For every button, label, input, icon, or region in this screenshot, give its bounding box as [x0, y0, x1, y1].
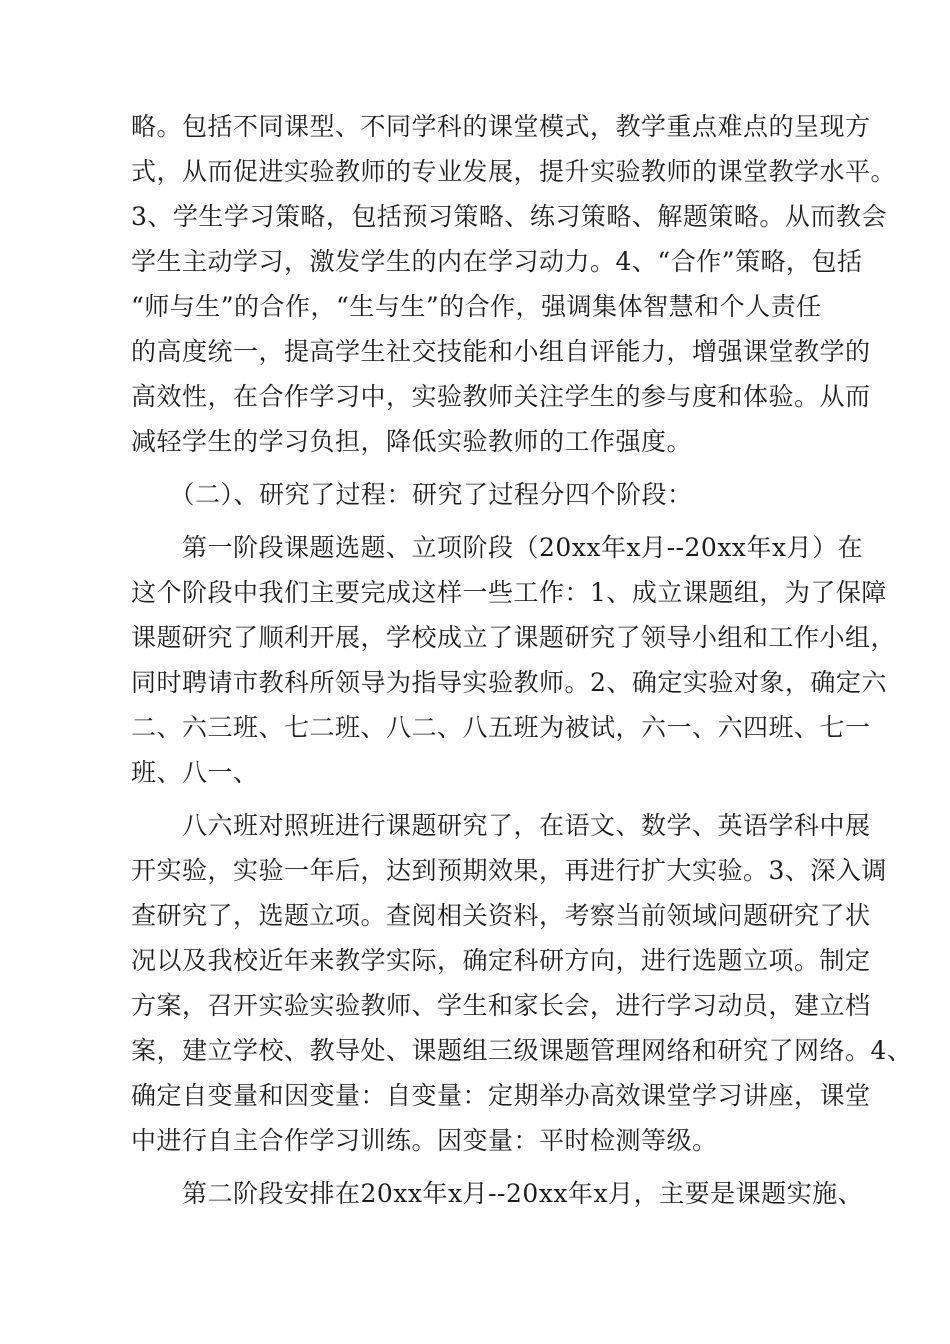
paragraph-control-class — [131, 803, 913, 1163]
paragraph-stage-one — [131, 525, 897, 795]
text-line: 中进行自主合作学习训练。因变量：平时检测等级。 — [131, 1126, 718, 1155]
paragraph-gap — [131, 464, 831, 472]
text-line: 二、六三班、七二班、八二、八五班为被试，六一、六四班、七一 — [131, 713, 871, 742]
text-line: 确定自变量和因变量：自变量：定期举办高效课堂学习讲座，课堂 — [131, 1081, 871, 1110]
text-line: “师与生”的合作，“生与生”的合作，强调集体智慧和个人责任 — [131, 292, 822, 321]
text-line: 3、学生学习策略，包括预习策略、练习策略、解题策略。从而教会 — [131, 202, 887, 231]
text-line: 的高度统一，提高学生社交技能和小组自评能力，增强课堂教学的 — [131, 337, 871, 366]
text-line: （二）、研究了过程：研究了过程分四个阶段： — [131, 480, 693, 509]
paragraph-stage-two — [131, 1171, 864, 1216]
text-line: 况以及我校近年来教学实际，确定科研方向，进行选题立项。制定 — [131, 946, 871, 975]
document-body — [131, 104, 913, 1216]
text-line: 同时聘请市教科所领导为指导实验教师。2、确定实验对象，确定六 — [131, 668, 887, 697]
text-line: 查研究了，选题立项。查阅相关资料，考察当前领域问题研究了状 — [131, 901, 871, 930]
text-line: 略。包括不同课型、不同学科的课堂模式，教学重点难点的呈现方 — [131, 112, 871, 141]
text-line: 课题研究了顺利开展，学校成立了课题研究了领导小组和工作小组， — [131, 623, 897, 652]
text-line: 案，建立学校、教导处、课题组三级课题管理网络和研究了网络。4、 — [131, 1036, 913, 1065]
paragraph-gap — [131, 1163, 831, 1171]
paragraph-gap — [131, 795, 831, 803]
paragraph-gap — [131, 517, 831, 525]
text-line: 这个阶段中我们主要完成这样一些工作：1、成立课题组，为了保障 — [131, 578, 887, 607]
text-line: 式，从而促进实验教师的专业发展，提升实验教师的课堂教学水平。 — [131, 157, 897, 186]
text-line: 学生主动学习，激发学生的内在学习动力。4、“合作”策略，包括 — [131, 247, 863, 276]
text-line: 减轻学生的学习负担，降低实验教师的工作强度。 — [131, 427, 693, 456]
text-line: 八六班对照班进行课题研究了，在语文、数学、英语学科中展 — [131, 811, 871, 840]
text-line: 班、八一、 — [131, 758, 259, 787]
section-heading-process — [131, 472, 831, 517]
text-line: 第一阶段课题选题、立项阶段（20xx年x月--20xx年x月）在 — [131, 533, 864, 562]
paragraph-strategies — [131, 104, 897, 464]
text-line: 第二阶段安排在20xx年x月--20xx年x月，主要是课题实施、 — [131, 1179, 864, 1208]
text-line: 方案，召开实验实验教师、学生和家长会，进行学习动员，建立档 — [131, 991, 871, 1020]
text-line: 高效性，在合作学习中，实验教师关注学生的参与度和体验。从而 — [131, 382, 871, 411]
text-line: 开实验，实验一年后，达到预期效果，再进行扩大实验。3、深入调 — [131, 856, 887, 885]
